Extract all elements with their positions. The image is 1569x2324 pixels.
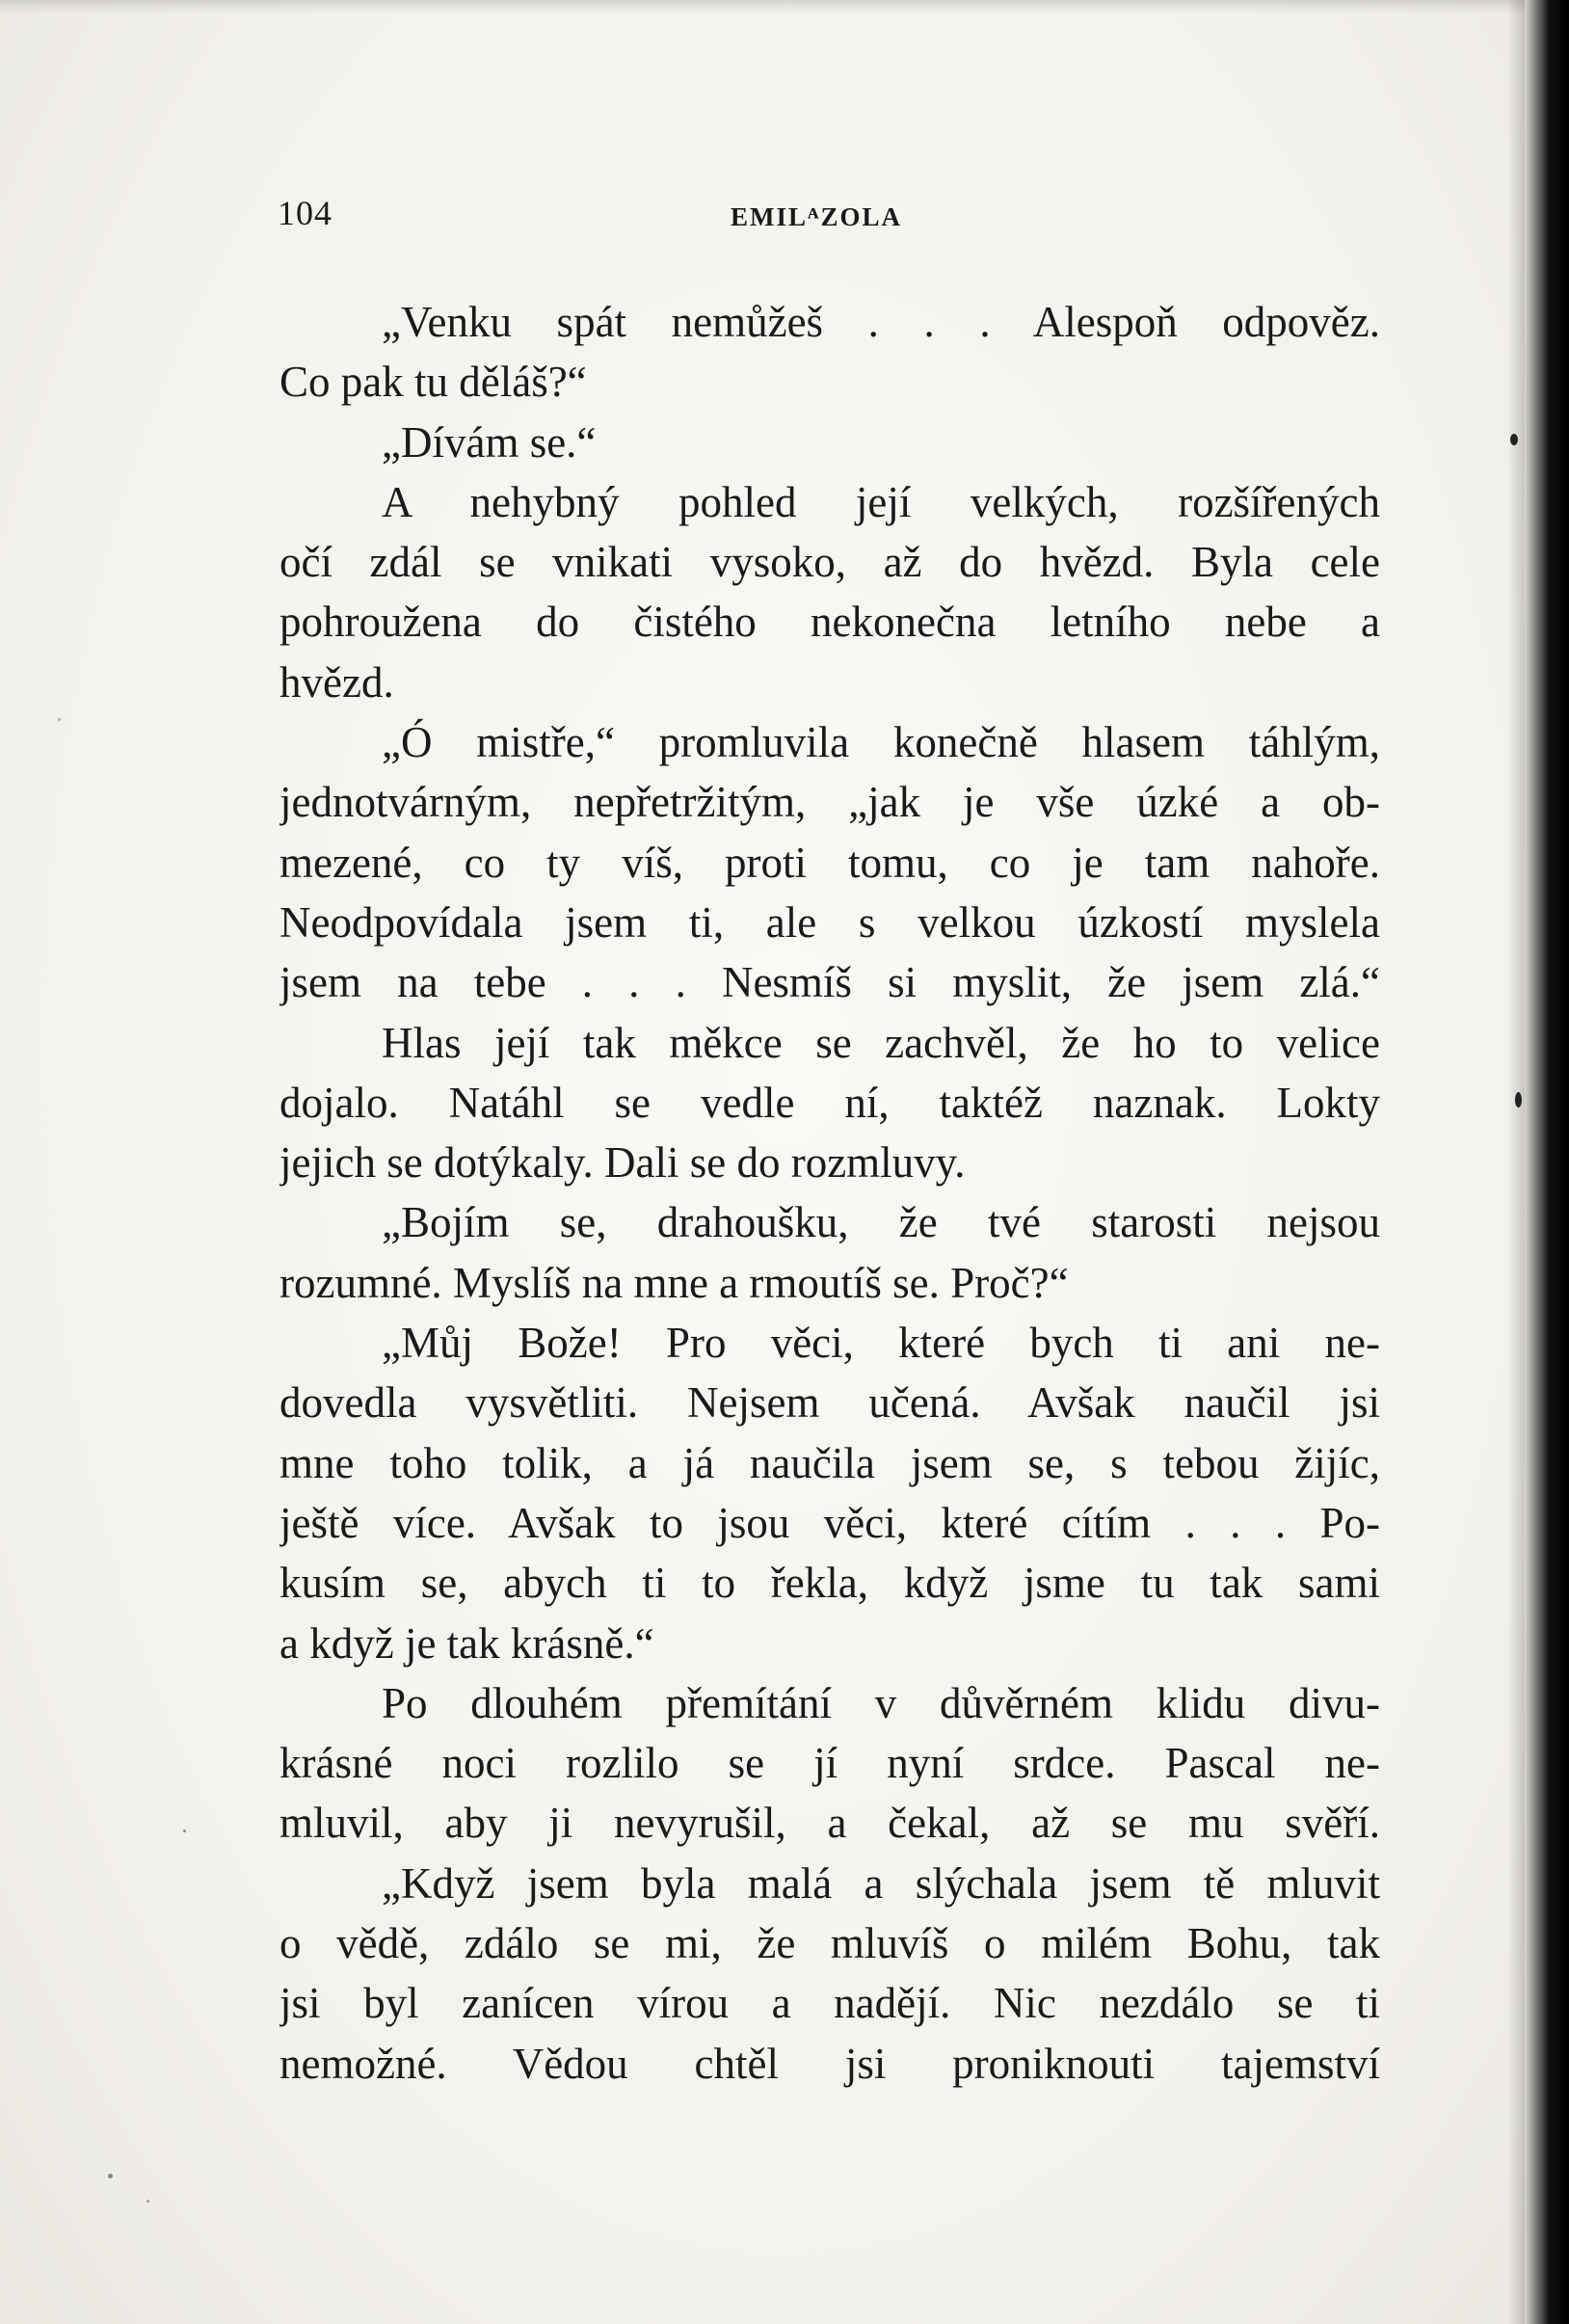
text-line: pohroužena do čistého nekonečna letního nebe a <box>279 598 1380 647</box>
text-line: jejich se dotýkaly. Dali se do rozmluvy. <box>279 1138 966 1188</box>
text-line: mluvil, aby ji nevyrušil, a čekal, až se mu svěří. <box>279 1799 1380 1848</box>
page-number: 104 <box>278 194 332 232</box>
text-line: nemožné. Vědou chtěl jsi proniknouti tajemství <box>279 2039 1380 2088</box>
text-line: „Venku spát nemůžeš . . . Alespoň odpověz. <box>382 298 1380 346</box>
print-speck <box>183 1830 186 1832</box>
text-line: „Když jsem byla malá a slýchala jsem tě mluvit <box>382 1858 1380 1908</box>
page-top-shadow <box>0 0 1569 13</box>
book-spine <box>1525 0 1569 2324</box>
text-line: kusím se, abych ti to řekla, když jsme tu tak sami <box>279 1559 1380 1608</box>
page-header <box>278 193 1386 241</box>
text-line: jsem na tebe . . . Nesmíš si myslit, že jsem zlá.“ <box>279 958 1380 1007</box>
text-line: rozumné. Myslíš na mne a rmoutíš se. Proč?“ <box>279 1258 1069 1307</box>
text-line: „Můj Bože! Pro věci, které bych ti ani ne- <box>382 1319 1380 1368</box>
text-line: hvězd. <box>279 657 394 707</box>
running-title: EMILᴬZOLA <box>731 202 903 231</box>
text-line: „Dívám se.“ <box>382 417 597 467</box>
text-line: „Ó mistře,“ promluvila konečně hlasem táhlým, <box>382 718 1380 767</box>
print-speck <box>1515 1092 1522 1108</box>
text-line: očí zdál se vnikati vysoko, až do hvězd. Byla cele <box>279 538 1380 587</box>
binding-shadow <box>1507 0 1525 2324</box>
text-line: krásné noci rozlilo se jí nyní srdce. Pascal ne- <box>279 1739 1380 1788</box>
text-line: Po dlouhém přemítání v důvěrném klidu divu- <box>382 1678 1380 1727</box>
text-line: „Bojím se, drahoušku, že tvé starosti nejsou <box>382 1198 1380 1247</box>
text-line: dovedla vysvětliti. Nejsem učená. Avšak naučil jsi <box>279 1378 1380 1428</box>
text-line: mezené, co ty víš, proti tomu, co je tam nahoře. <box>279 838 1380 887</box>
text-line: Hlas její tak měkce se zachvěl, že ho to velice <box>382 1018 1380 1067</box>
print-speck <box>108 2174 113 2178</box>
text-line: A nehybný pohled její velkých, rozšířených <box>382 477 1380 526</box>
text-line: Co pak tu děláš?“ <box>279 358 587 407</box>
text-line: a když je tak krásně.“ <box>279 1618 654 1668</box>
text-line: jednotvárným, nepřetržitým, „jak je vše úzké a ob- <box>279 778 1380 827</box>
text-line: dojalo. Natáhl se vedle ní, taktéž naznak. Lokty <box>279 1078 1380 1127</box>
text-line: ještě více. Avšak to jsou věci, které cítím . . . Po- <box>279 1498 1380 1547</box>
body-text <box>279 292 1380 2094</box>
print-speck <box>1510 434 1518 445</box>
print-speck <box>58 718 61 721</box>
text-line: mne toho tolik, a já naučila jsem se, s tebou žijíc, <box>279 1438 1380 1487</box>
print-speck <box>146 2200 149 2203</box>
text-line: jsi byl zanícen vírou a nadějí. Nic nezdálo se ti <box>279 1979 1380 2028</box>
text-line: o vědě, zdálo se mi, že mluvíš o milém Bohu, tak <box>279 1919 1380 1968</box>
text-line: Neodpovídala jsem ti, ale s velkou úzkostí myslela <box>279 897 1380 947</box>
